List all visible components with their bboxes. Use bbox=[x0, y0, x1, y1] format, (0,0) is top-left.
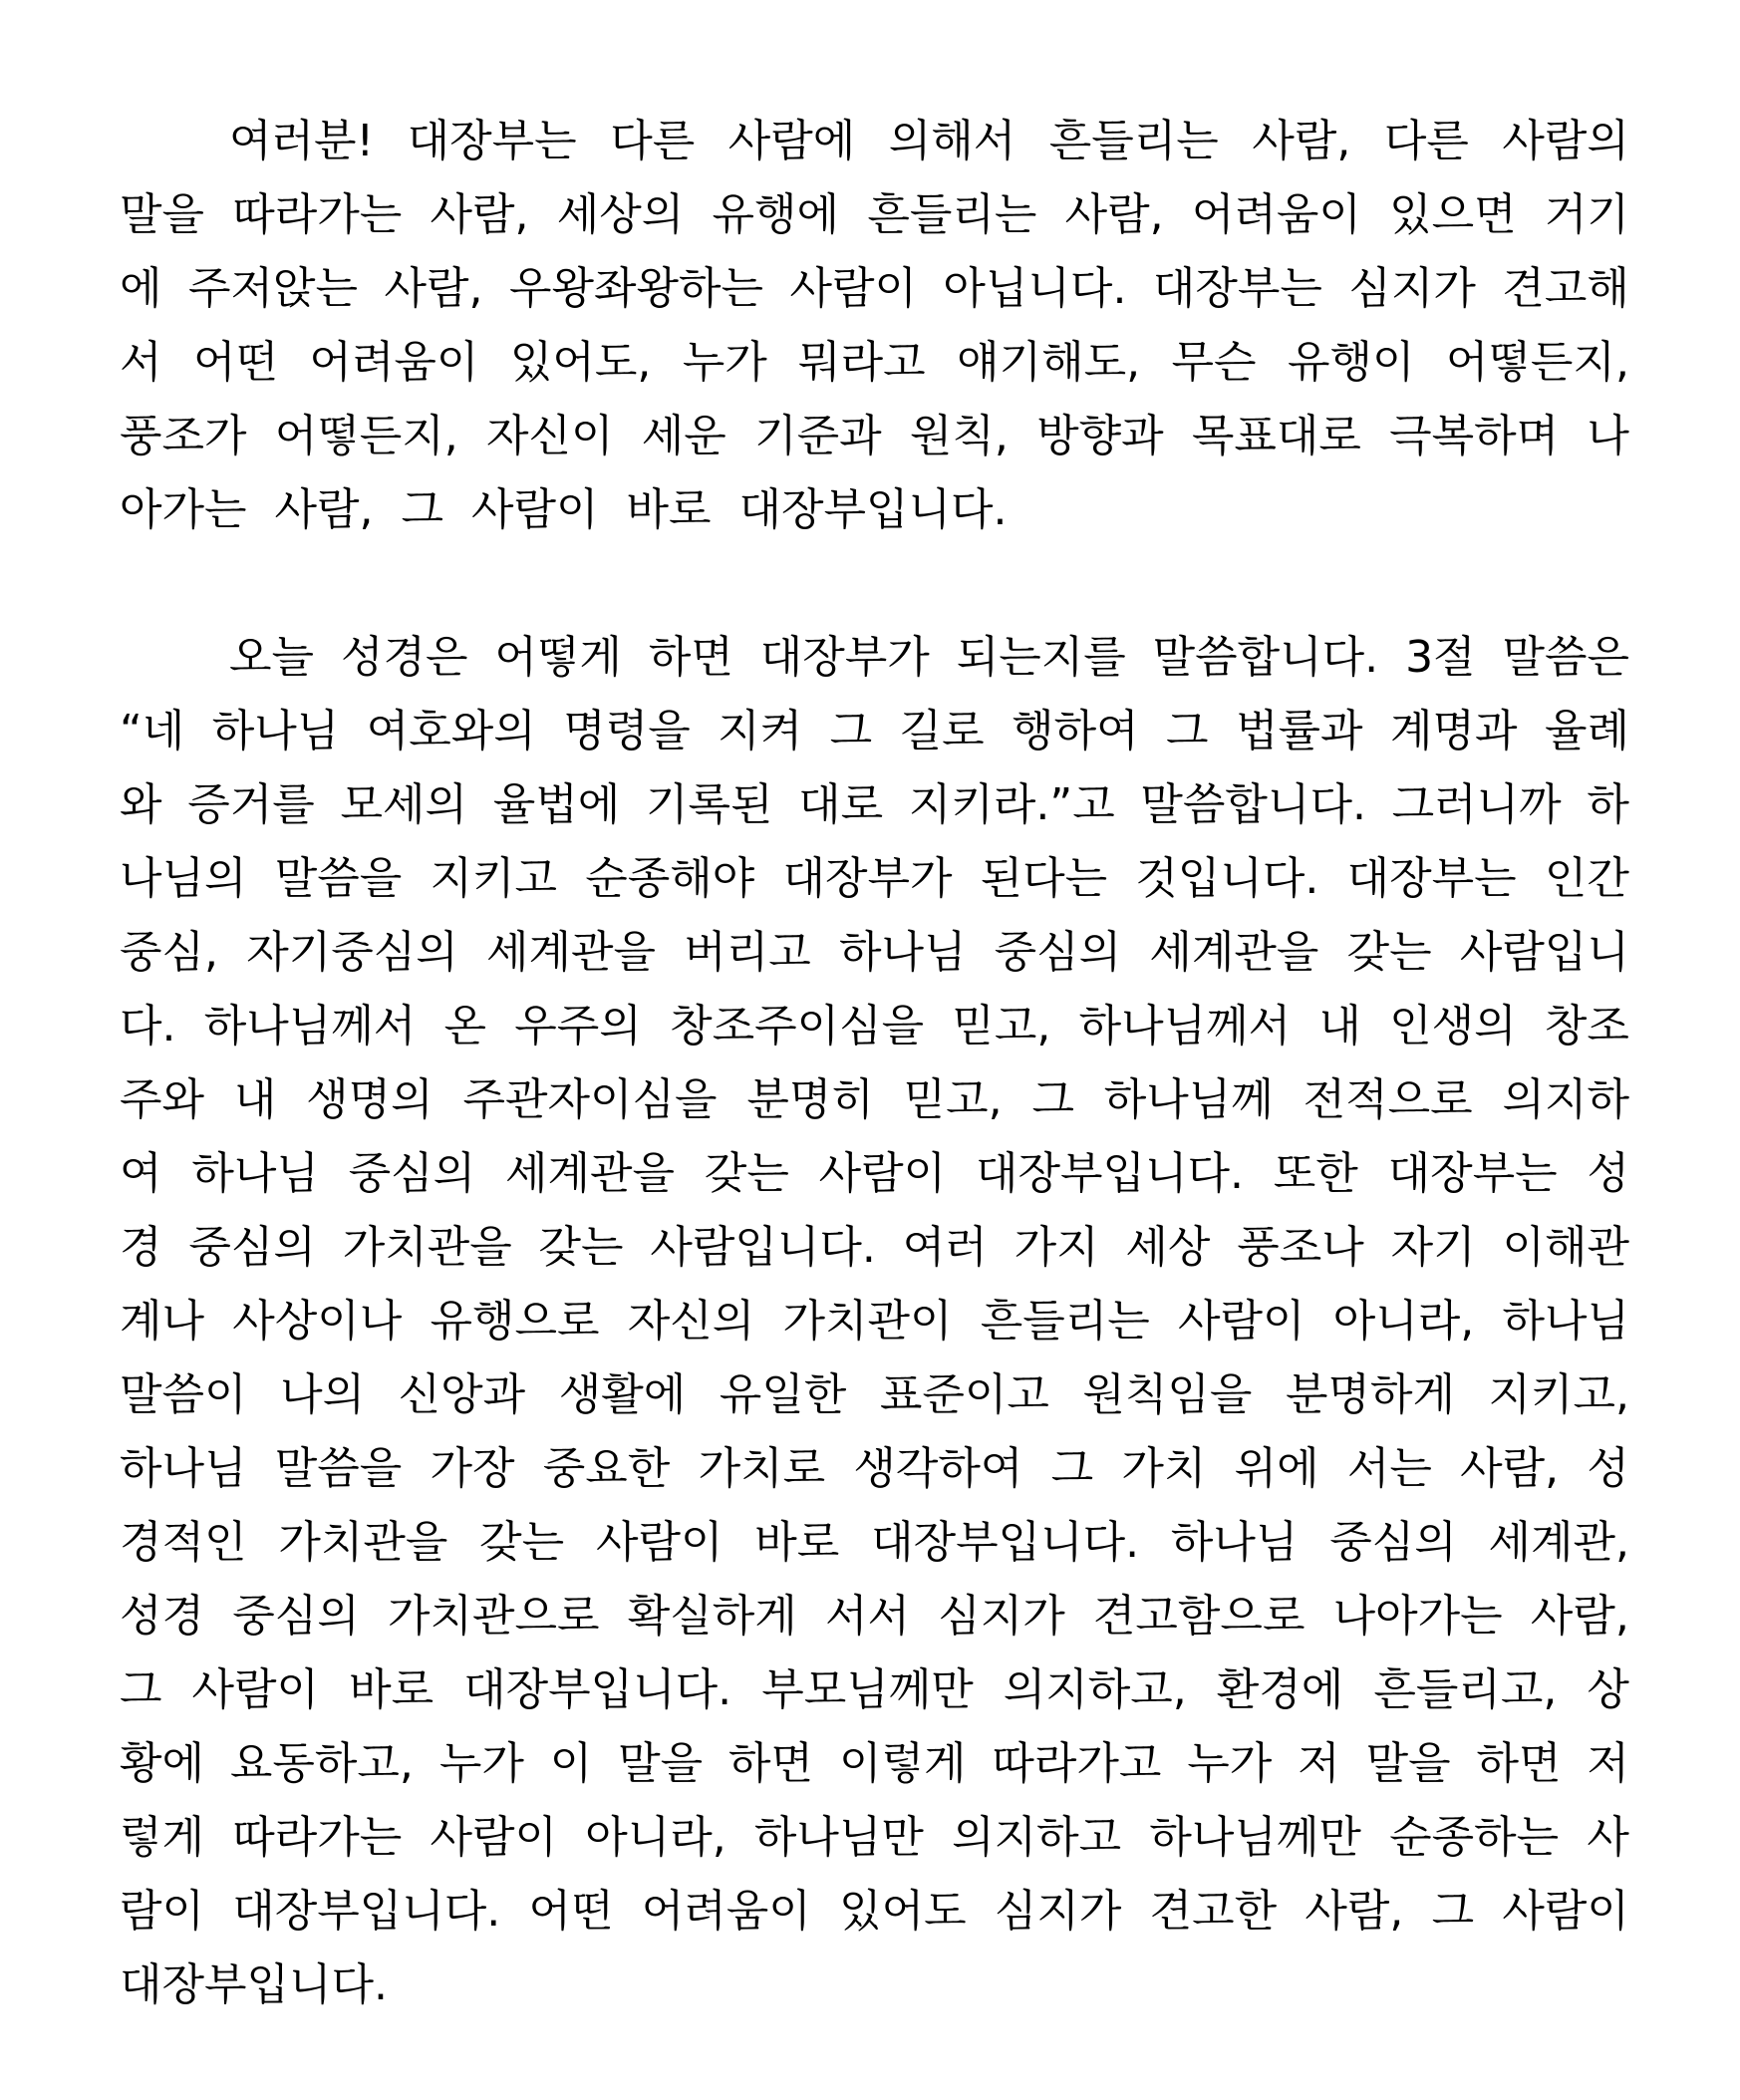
word: 것입니다. bbox=[1135, 853, 1319, 904]
word: 유행에 bbox=[712, 189, 840, 240]
word: 극복하며 bbox=[1389, 411, 1560, 461]
word: 이 bbox=[549, 1738, 593, 1789]
word: 갖는 bbox=[1346, 927, 1432, 978]
word: 심지가 bbox=[994, 1886, 1122, 1937]
word: 아니라, bbox=[1332, 1296, 1475, 1347]
word: 부모님께만 bbox=[761, 1664, 974, 1715]
word: 이렇게 bbox=[838, 1738, 967, 1789]
word: 이해관 bbox=[1502, 1222, 1629, 1273]
word: 흔들리는 bbox=[1048, 116, 1219, 166]
word: 또한 bbox=[1273, 1148, 1358, 1199]
word: 견고해 bbox=[1502, 263, 1629, 314]
word: 의지하 bbox=[1502, 1074, 1629, 1125]
word: 사람이 bbox=[1502, 1886, 1629, 1937]
word: 창조주이심을 bbox=[670, 1001, 925, 1051]
word: 환경에 bbox=[1216, 1664, 1344, 1715]
text-line bbox=[120, 1285, 1629, 1358]
word: 계나 bbox=[120, 1296, 205, 1347]
word: 증거를 bbox=[187, 779, 315, 830]
word: 자신이 bbox=[486, 411, 614, 461]
word: 와 bbox=[120, 779, 162, 830]
word: 경적인 bbox=[120, 1517, 247, 1568]
word: 원칙임을 bbox=[1082, 1369, 1253, 1420]
word: 세상 bbox=[1125, 1222, 1211, 1273]
word: 방향과 bbox=[1036, 411, 1164, 461]
word: 의지하고, bbox=[1003, 1664, 1187, 1715]
word: 그 bbox=[1031, 1074, 1074, 1125]
word: 말씀을 bbox=[274, 853, 403, 904]
word: 원칙, bbox=[909, 411, 1009, 461]
text-line bbox=[120, 1358, 1629, 1432]
word: 하면 bbox=[728, 1738, 814, 1789]
word: 사람이 bbox=[818, 1148, 947, 1199]
word: 말씀합니다. bbox=[1140, 779, 1366, 830]
word: 계명과 bbox=[1389, 706, 1518, 756]
word: 심지가 bbox=[1348, 263, 1476, 314]
word: 자기중심의 bbox=[246, 927, 458, 978]
word: 따라가고 bbox=[992, 1738, 1162, 1789]
word: 가지 bbox=[1014, 1222, 1099, 1273]
paragraph-2 bbox=[120, 621, 1629, 2022]
text-line bbox=[120, 1211, 1629, 1285]
word: 창조 bbox=[1544, 1001, 1629, 1051]
word: 흔들리는 bbox=[980, 1296, 1150, 1347]
word: 사람, bbox=[1530, 1591, 1629, 1642]
word: 중요한 bbox=[542, 1443, 671, 1494]
word: 표준이고 bbox=[879, 1369, 1049, 1420]
word: 중심의 bbox=[994, 927, 1122, 978]
text-line bbox=[120, 105, 1629, 178]
word: 갖는 bbox=[538, 1222, 624, 1273]
word: 바로 bbox=[754, 1517, 840, 1568]
word: 사람, bbox=[430, 189, 529, 240]
word: 순종해야 bbox=[585, 853, 755, 904]
word: 견고한 bbox=[1149, 1886, 1278, 1937]
word: 말씀이 bbox=[120, 1369, 247, 1420]
word: 그 bbox=[1431, 1886, 1475, 1937]
word: 유일한 bbox=[719, 1369, 847, 1420]
word: 흔들리고, bbox=[1373, 1664, 1558, 1715]
word: 믿고, bbox=[903, 1074, 1003, 1125]
word: 말씀을 bbox=[274, 1443, 403, 1494]
word: 대장부입니다. bbox=[975, 1148, 1244, 1199]
word: 뭐라고 bbox=[798, 337, 926, 388]
word: 하면 bbox=[648, 632, 733, 683]
word: 생명의 bbox=[306, 1074, 434, 1125]
word: 세계관을 bbox=[504, 1148, 675, 1199]
word: 확실하게 bbox=[627, 1591, 797, 1642]
word: 세상의 bbox=[556, 189, 685, 240]
word: 서서 bbox=[824, 1591, 910, 1642]
word: 무슨 bbox=[1171, 337, 1257, 388]
word: 세계관을 bbox=[485, 927, 656, 978]
text-line bbox=[120, 1137, 1629, 1211]
word: 저 bbox=[1587, 1738, 1629, 1789]
word: 사람의 bbox=[1502, 116, 1629, 166]
word: 여러분! bbox=[229, 116, 375, 166]
word: 흔들리는 bbox=[867, 189, 1037, 240]
word: 분명하게 bbox=[1285, 1369, 1455, 1420]
word: 사람이 bbox=[789, 263, 917, 314]
word: 얘기해도, bbox=[957, 337, 1141, 388]
word: 기준과 bbox=[754, 411, 882, 461]
word: 내 bbox=[233, 1074, 277, 1125]
word: 되는지를 bbox=[956, 632, 1126, 683]
word: 성 bbox=[1587, 1443, 1629, 1494]
word: 가치 bbox=[1121, 1443, 1207, 1494]
word: 견고함으로 bbox=[1092, 1591, 1305, 1642]
word: 요동하고, bbox=[229, 1738, 414, 1789]
word: 상 bbox=[1587, 1664, 1629, 1715]
word: 의해서 bbox=[888, 116, 1016, 166]
paragraph-1 bbox=[120, 105, 1629, 547]
word: 법률과 bbox=[1236, 706, 1363, 756]
text-line bbox=[120, 842, 1629, 916]
word: 가치관을 bbox=[342, 1222, 512, 1273]
word: 대장부입니다. bbox=[232, 1886, 501, 1937]
word: 서는 bbox=[1346, 1443, 1432, 1494]
word: 대장부는 bbox=[407, 116, 577, 166]
word: 신앙과 bbox=[398, 1369, 526, 1420]
word: 대장부가 bbox=[759, 632, 930, 683]
word: 여러 bbox=[902, 1222, 988, 1273]
text-line bbox=[120, 326, 1629, 400]
word: 따라가는 bbox=[232, 189, 403, 240]
word: 세계관, bbox=[1488, 1517, 1629, 1568]
word: 중심의 bbox=[348, 1148, 476, 1199]
word: 유행으로 bbox=[430, 1296, 600, 1347]
word: 그 bbox=[1050, 1443, 1094, 1494]
word: 가치관으로 bbox=[387, 1591, 600, 1642]
word: 사람, bbox=[1305, 1886, 1404, 1937]
text-line bbox=[120, 1727, 1629, 1801]
word: 인생의 bbox=[1389, 1001, 1517, 1051]
word: 바로 bbox=[349, 1664, 435, 1715]
word: 사람이 bbox=[191, 1664, 320, 1715]
word: 대장부입니다. bbox=[871, 1517, 1140, 1568]
word: 아니라, bbox=[585, 1812, 726, 1863]
word: 저 bbox=[1298, 1738, 1340, 1789]
text-line bbox=[120, 621, 1629, 695]
word: 우주의 bbox=[514, 1001, 642, 1051]
word: 거기 bbox=[1544, 189, 1629, 240]
word: 목표대로 bbox=[1191, 411, 1361, 461]
text-line bbox=[120, 178, 1629, 252]
paragraph-gap bbox=[120, 547, 1629, 621]
word: 모세의 bbox=[340, 779, 467, 830]
word: 어려움이 bbox=[641, 1886, 811, 1937]
word: 갖는 bbox=[704, 1148, 789, 1199]
word: 서 bbox=[120, 337, 162, 388]
text-line bbox=[120, 990, 1629, 1063]
word: 어떻게 bbox=[494, 632, 622, 683]
word: 사람, bbox=[1252, 116, 1351, 166]
word: 위에 bbox=[1234, 1443, 1319, 1494]
word: 하나님만 bbox=[753, 1812, 924, 1863]
word: 어떻든지, bbox=[1445, 337, 1629, 388]
text-line bbox=[120, 768, 1629, 842]
word: 된다는 bbox=[980, 853, 1108, 904]
word: “네 bbox=[120, 706, 185, 756]
word: 사람입니 bbox=[1459, 927, 1629, 978]
word: 하나님 bbox=[1502, 1296, 1629, 1347]
word: 말씀합니다. bbox=[1152, 632, 1379, 683]
text-line: 대장부입니다. bbox=[120, 1959, 389, 2010]
text-line bbox=[120, 1653, 1629, 1727]
word: 있으면 bbox=[1389, 189, 1517, 240]
word: 사람입니다. bbox=[650, 1222, 876, 1273]
word: 길로 bbox=[899, 706, 985, 756]
text-line: 아가는 사람, 그 사람이 바로 대장부입니다. bbox=[120, 484, 1008, 535]
word: 그 bbox=[120, 1664, 162, 1715]
word: 사람에 bbox=[727, 116, 856, 166]
word: 여호와의 bbox=[366, 706, 536, 756]
word: 사람, bbox=[384, 263, 483, 314]
word: 가치관을 bbox=[278, 1517, 448, 1568]
word: 다. bbox=[120, 1001, 176, 1051]
word: 말을 bbox=[618, 1738, 704, 1789]
word: 분명히 bbox=[746, 1074, 874, 1125]
word: 하나님께서 bbox=[203, 1001, 417, 1051]
word: 하 bbox=[1587, 779, 1629, 830]
word: 따라가는 bbox=[232, 1812, 403, 1863]
word: 전적으로 bbox=[1303, 1074, 1473, 1125]
word: 중심의 bbox=[188, 1222, 316, 1273]
word: 생활에 bbox=[558, 1369, 687, 1420]
word: 오늘 bbox=[229, 632, 315, 683]
word: 지켜 bbox=[718, 706, 803, 756]
word: 누가 bbox=[682, 337, 767, 388]
word: 풍조나 bbox=[1237, 1222, 1364, 1273]
word: 누가 bbox=[438, 1738, 524, 1789]
word: 성 bbox=[1587, 1148, 1629, 1199]
word: 대장부는 bbox=[1346, 853, 1517, 904]
word: 사람, bbox=[1064, 189, 1164, 240]
word: 어려움이 bbox=[1191, 189, 1361, 240]
word: 있어도 bbox=[839, 1886, 967, 1937]
word: 생각하여 bbox=[853, 1443, 1023, 1494]
word: 나 bbox=[1587, 411, 1629, 461]
word: 그러니까 bbox=[1391, 779, 1562, 830]
text-line bbox=[120, 1580, 1629, 1653]
text-line bbox=[120, 1801, 1629, 1875]
word: 아닙니다. bbox=[943, 263, 1127, 314]
word: 다른 bbox=[1383, 116, 1469, 166]
word: 지키고 bbox=[430, 853, 557, 904]
word: 기록된 bbox=[645, 779, 773, 830]
text-line bbox=[120, 1063, 1629, 1137]
word: 사람이 bbox=[1178, 1296, 1305, 1347]
word: 하나님 bbox=[838, 927, 967, 978]
word: 우왕좌왕하는 bbox=[508, 263, 763, 314]
word: 명령을 bbox=[563, 706, 691, 756]
document-page bbox=[120, 105, 1629, 2022]
word: 율법에 bbox=[492, 779, 621, 830]
text-line bbox=[120, 252, 1629, 326]
word: 그 bbox=[1166, 706, 1209, 756]
word: 가치로 bbox=[698, 1443, 826, 1494]
word: 사람이 bbox=[430, 1812, 557, 1863]
word: 행하여 bbox=[1012, 706, 1139, 756]
word: 에 bbox=[120, 263, 162, 314]
word: 주저앉는 bbox=[187, 263, 358, 314]
text-line bbox=[120, 695, 1629, 768]
word: 말을 bbox=[1365, 1738, 1451, 1789]
word: 지키라.”고 bbox=[908, 779, 1115, 830]
word: 어떤 bbox=[192, 337, 278, 388]
word: 람이 bbox=[120, 1886, 205, 1937]
word: 3절 bbox=[1405, 632, 1476, 683]
word: 대장부는 bbox=[1387, 1148, 1558, 1199]
word: 율례 bbox=[1544, 706, 1629, 756]
text-line bbox=[120, 1506, 1629, 1580]
word: 자신의 bbox=[627, 1296, 755, 1347]
word: 사 bbox=[1587, 1812, 1629, 1863]
word: 경 bbox=[120, 1222, 162, 1273]
word: 풍조가 bbox=[120, 411, 247, 461]
word: 중심의 bbox=[1329, 1517, 1457, 1568]
word: 하나님께만 bbox=[1149, 1812, 1361, 1863]
word: 사람이 bbox=[595, 1517, 724, 1568]
word: 성경은 bbox=[340, 632, 468, 683]
word: 하나님 bbox=[1170, 1517, 1299, 1568]
word: 내 bbox=[1318, 1001, 1361, 1051]
word: 인간 bbox=[1544, 853, 1629, 904]
word: 나아가는 bbox=[1332, 1591, 1503, 1642]
word: 버리고 bbox=[684, 927, 811, 978]
word: 온 bbox=[443, 1001, 487, 1051]
word: 중심의 bbox=[232, 1591, 360, 1642]
word: 렇게 bbox=[120, 1812, 205, 1863]
word: 어떻든지, bbox=[274, 411, 458, 461]
word: 가치관이 bbox=[782, 1296, 953, 1347]
word: 세계관을 bbox=[1149, 927, 1319, 978]
word: 황에 bbox=[120, 1738, 205, 1789]
word: 있어도, bbox=[509, 337, 652, 388]
text-line bbox=[120, 400, 1629, 473]
word: 성경 bbox=[120, 1591, 205, 1642]
word: 나님의 bbox=[120, 853, 247, 904]
word: 여 bbox=[120, 1148, 162, 1199]
word: 주관자이심을 bbox=[462, 1074, 718, 1125]
word: 어떤 bbox=[528, 1886, 614, 1937]
word: 갖는 bbox=[479, 1517, 565, 1568]
word: 순종하는 bbox=[1389, 1812, 1560, 1863]
word: 하면 bbox=[1476, 1738, 1562, 1789]
word: 대장부가 bbox=[782, 853, 953, 904]
text-line bbox=[120, 916, 1629, 990]
word: 말을 bbox=[120, 189, 205, 240]
word: 믿고, bbox=[952, 1001, 1051, 1051]
word: 가장 bbox=[430, 1443, 515, 1494]
word: 누가 bbox=[1187, 1738, 1273, 1789]
word: 하나님 bbox=[211, 706, 340, 756]
word: 세운 bbox=[641, 411, 726, 461]
word: 유행이 bbox=[1287, 337, 1415, 388]
word: 사람, bbox=[1460, 1443, 1560, 1494]
word: 사상이나 bbox=[232, 1296, 403, 1347]
word: 하나님께 bbox=[1103, 1074, 1274, 1125]
word: 하나님 bbox=[120, 1443, 247, 1494]
word: 주와 bbox=[120, 1074, 205, 1125]
word: 하나님 bbox=[191, 1148, 319, 1199]
word: 중심, bbox=[120, 927, 218, 978]
word: 나의 bbox=[280, 1369, 366, 1420]
text-line bbox=[120, 1875, 1629, 1949]
word: 심지가 bbox=[938, 1591, 1065, 1642]
word: 다른 bbox=[610, 116, 696, 166]
word: 지키고, bbox=[1488, 1369, 1629, 1420]
text-line bbox=[120, 1432, 1629, 1506]
word: 의지하고 bbox=[952, 1812, 1122, 1863]
word: 말씀은 bbox=[1502, 632, 1629, 683]
word: 그 bbox=[829, 706, 873, 756]
word: 대장부입니다. bbox=[463, 1664, 732, 1715]
word: 하나님께서 bbox=[1078, 1001, 1292, 1051]
word: 대장부는 bbox=[1152, 263, 1322, 314]
word: 대로 bbox=[798, 779, 884, 830]
word: 자기 bbox=[1390, 1222, 1476, 1273]
word: 어려움이 bbox=[309, 337, 479, 388]
